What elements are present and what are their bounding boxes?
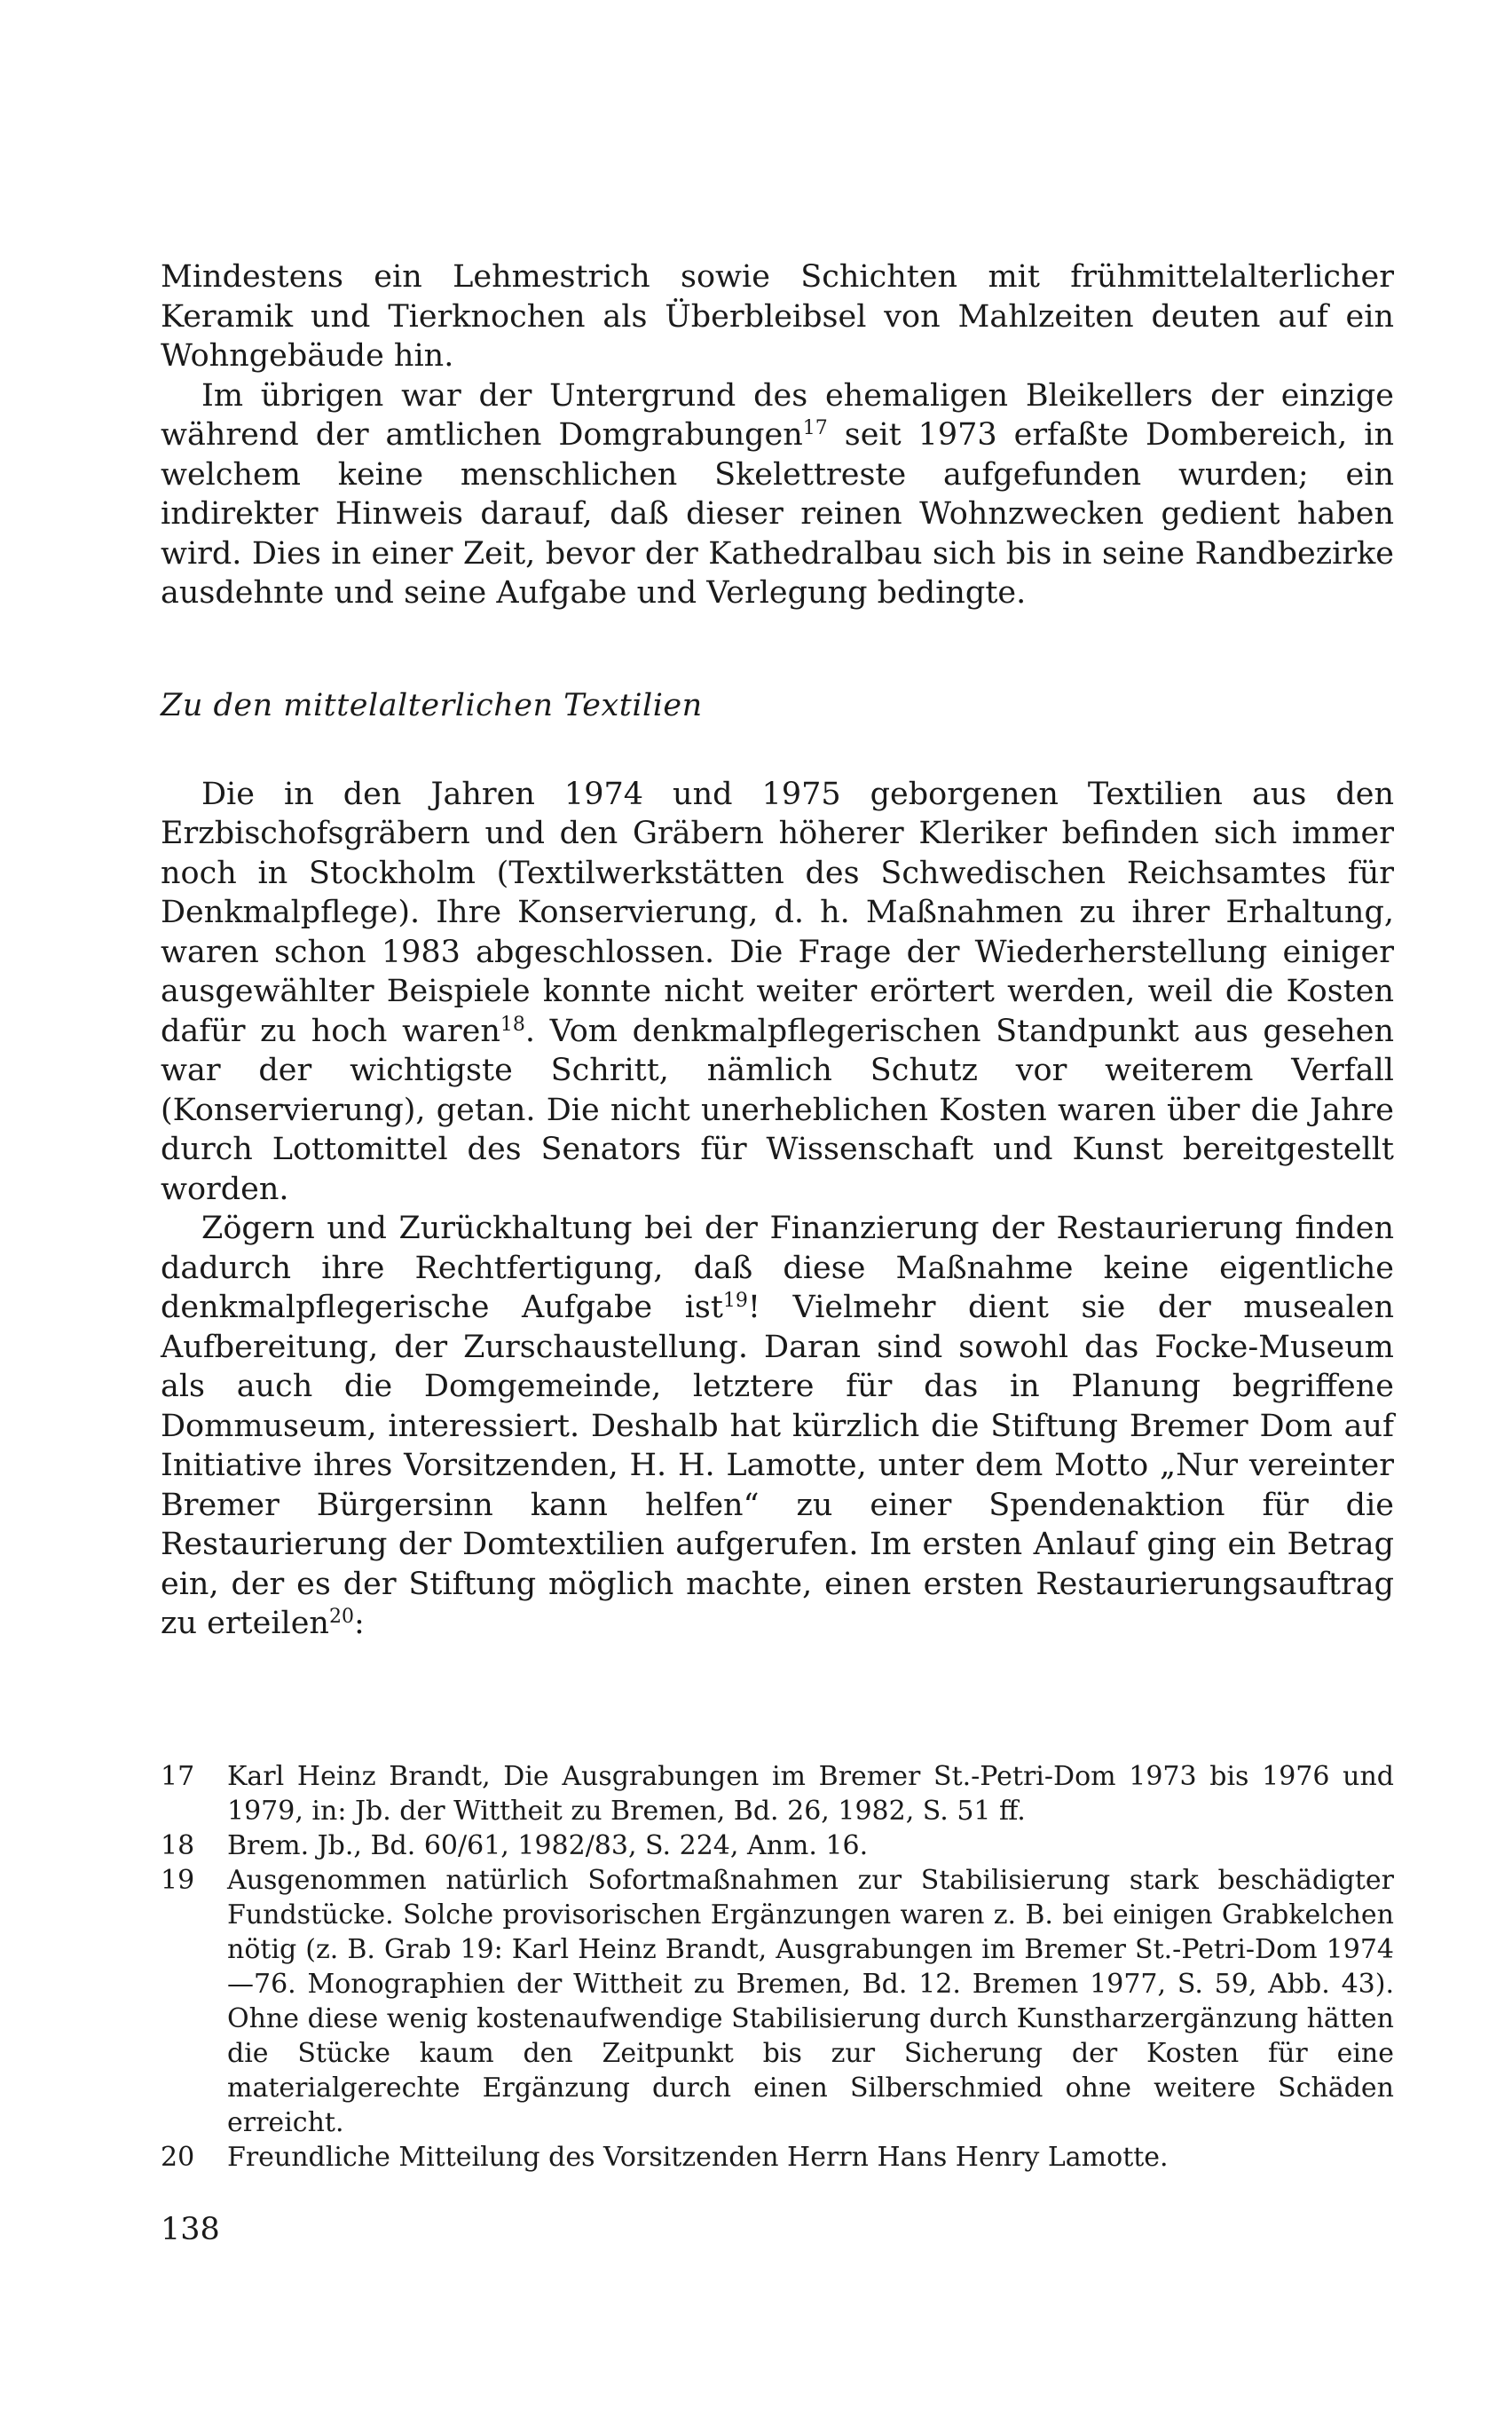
- footnote-ref-18[interactable]: 18: [500, 1013, 525, 1036]
- paragraph-4: [161, 1209, 1394, 1644]
- footnote-19: [161, 1863, 1394, 2140]
- paragraph-2-text-a: Im übrigen war der Untergrund des ehemaligen Bleikellers der einzige während der amtlichen Domgrabungen: [161, 377, 1394, 453]
- paragraph-1-text: Mindestens ein Lehmestrich sowie Schichten mit frühmittelalterlicher Keramik und Tierknochen als Überbleibsel von Mahlzeiten deuten auf ein Wohngebäude hin.: [161, 259, 1394, 374]
- paragraph-4-text-c: :: [353, 1606, 365, 1641]
- paragraph-3-text-a: Die in den Jahren 1974 und 1975 geborgenen Textilien aus den Erzbischofsgräbern und den Gräbern höherer Kleriker befinden sich immer noch in Stockholm (Textilwerkstätten des Schwedischen Reichsamtes für Denkmalpflege). Ihre Konservierung, d. h. Maßnahmen zu ihrer Erhaltung, waren schon 1983 abgeschlossen. Die Frage der Wiederherstellung einiger ausgewählter Beispiele konnte nicht weiter erörtert werden, weil die Kosten dafür zu hoch waren: [161, 776, 1394, 1049]
- footnote-text: Ausgenommen natürlich Sofortmaßnahmen zur Stabilisierung stark beschädigter Fundstücke. Solche provisorischen Ergänzungen waren z. B. bei einigen Grabkelchen nötig (z. B. Grab 19: Karl Heinz Brandt, Ausgrabungen im Bremer St.-Petri-Dom 1974—76. Monographien der Wittheit zu Bremen, Bd. 12. Bremen 1977, S. 59, Abb. 43). Ohne diese wenig kostenaufwendige Stabilisierung durch Kunstharzergänzung hätten die Stücke kaum den Zeitpunkt bis zur Sicherung der Kosten für eine materialgerechte Ergänzung durch einen Silberschmied ohne weitere Schäden erreicht.: [227, 1864, 1394, 2138]
- footnote-text: Brem. Jb., Bd. 60/61, 1982/83, S. 224, Anm. 16.: [227, 1829, 869, 1861]
- paragraph-3: [161, 775, 1394, 1210]
- footnote-text: Karl Heinz Brandt, Die Ausgrabungen im Bremer St.-Petri-Dom 1973 bis 1976 und 1979, in: Jb. der Wittheit zu Bremen, Bd. 26, 1982, S. 51 ff.: [227, 1760, 1394, 1827]
- footnote-ref-20[interactable]: 20: [328, 1606, 354, 1628]
- section-heading: Zu den mittelalterlichen Textilien: [161, 687, 703, 723]
- paragraph-3-text-b: . Vom denkmalpflegerischen Standpunkt aus gesehen war der wichtigste Schritt, nämlich Schutz vor weiterem Verfall (Konservierung), getan. Die nicht unerheblichen Kosten waren über die Jahre durch Lottomittel des Senators für Wissenschaft und Kunst bereitgestellt worden.: [161, 1013, 1394, 1207]
- page-number: 138: [161, 2211, 220, 2247]
- footnote-17: [161, 1759, 1394, 1828]
- footnote-number: 17: [161, 1760, 195, 1792]
- paragraph-2-text-b: seit 1973 erfaßte Dombereich, in welchem keine menschlichen Skelettreste aufgefunden wurden; ein indirekter Hinweis darauf, daß dieser reinen Wohnzwecken gedient haben wird. Dies in einer Zeit, bevor der Kathedralbau sich bis in seine Randbezirke ausdehnte und seine Aufgabe und Verlegung bedingte.: [161, 417, 1394, 611]
- footnote-text: Freundliche Mitteilung des Vorsitzenden Herrn Hans Henry Lamotte.: [227, 2141, 1169, 2173]
- footnote-18: [161, 1828, 1394, 1863]
- page-content: [161, 257, 1394, 2249]
- footnote-20: [161, 2140, 1394, 2175]
- footnote-number: 20: [161, 2141, 195, 2173]
- footnote-number: 19: [161, 1864, 195, 1896]
- footnote-number: 18: [161, 1829, 195, 1861]
- footnote-ref-17[interactable]: 17: [802, 417, 828, 439]
- footnotes: [161, 1759, 1394, 2175]
- paragraph-4-text-a: Zögern und Zurückhaltung bei der Finanzierung der Restaurierung finden dadurch ihre Rechtfertigung, daß diese Maßnahme keine eigentliche denkmalpflegerische Aufgabe ist: [161, 1211, 1394, 1325]
- paragraph-1: [161, 257, 1394, 376]
- paragraph-4-text-b: ! Vielmehr dient sie der musealen Aufbereitung, der Zurschaustellung. Daran sind sowohl das Focke-Museum als auch die Domgemeinde, letztere für das in Planung begriffene Dommuseum, interessiert. Deshalb hat kürzlich die Stiftung Bremer Dom auf Initiative ihres Vorsitzenden, H. H. Lamotte, unter dem Motto „Nur vereinter Bremer Bürgersinn kann helfen“ zu einer Spendenaktion für die Restaurierung der Domtextilien aufgerufen. Im ersten Anlauf ging ein Betrag ein, der es der Stiftung möglich machte, einen ersten Restaurierungsauftrag zu erteilen: [161, 1290, 1395, 1641]
- paragraph-2: [161, 376, 1394, 613]
- footnote-ref-19[interactable]: 19: [722, 1290, 748, 1312]
